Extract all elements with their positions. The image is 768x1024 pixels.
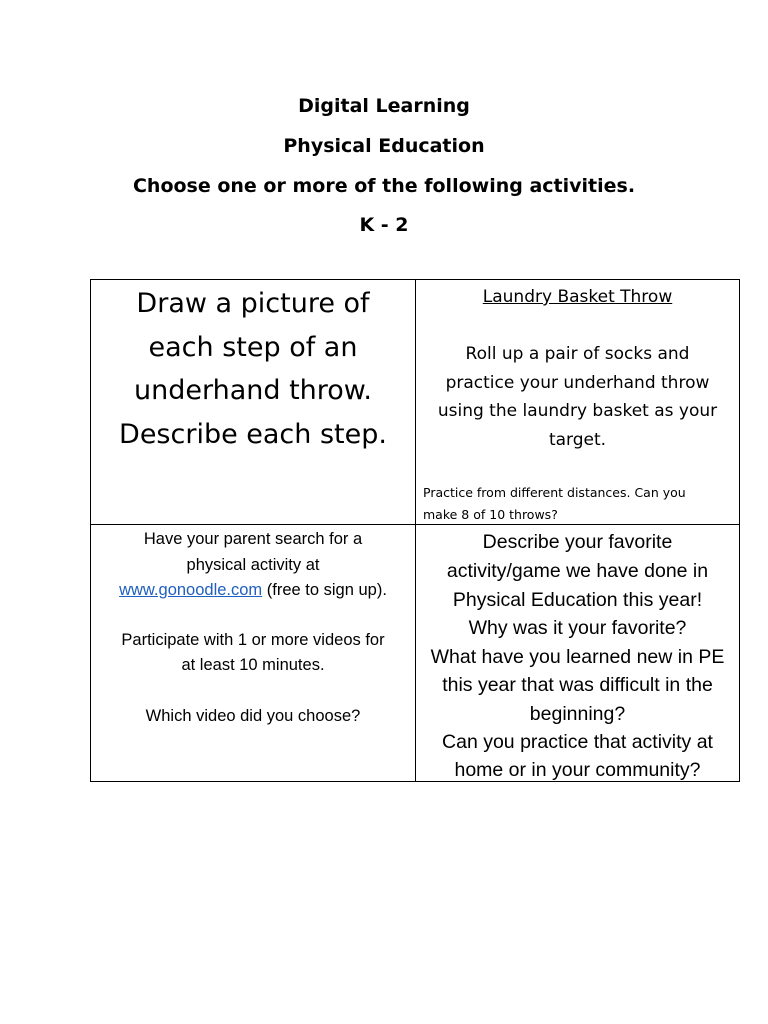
draw-throw-line-2: each step of an xyxy=(148,332,358,363)
favorite-line-9: home or in your community? xyxy=(454,759,701,781)
activity-cell-draw-throw xyxy=(91,280,415,524)
title-digital-learning: Digital Learning xyxy=(298,95,470,117)
activity-cell-favorite xyxy=(416,525,739,781)
gonoodle-line-5: at least 10 minutes. xyxy=(181,656,325,674)
draw-throw-line-1: Draw a picture of xyxy=(136,288,370,319)
favorite-line-6: this year that was difficult in the xyxy=(442,674,713,696)
laundry-basket-line-4: target. xyxy=(548,430,607,450)
draw-throw-line-3: underhand throw. xyxy=(133,375,372,406)
instructions-text: Choose one or more of the following activities. xyxy=(132,175,636,197)
activity-cell-gonoodle xyxy=(91,525,415,781)
laundry-basket-note-2: make 8 of 10 throws? xyxy=(423,507,558,522)
favorite-line-7: beginning? xyxy=(529,703,626,725)
grade-level: K - 2 xyxy=(359,214,409,236)
gonoodle-line-6: Which video did you choose? xyxy=(145,707,361,725)
laundry-basket-note-1: Practice from different distances. Can you xyxy=(423,485,686,500)
favorite-line-5: What have you learned new in PE xyxy=(430,646,725,668)
favorite-line-3: Physical Education this year! xyxy=(452,589,703,611)
gonoodle-line-3 xyxy=(91,579,415,601)
laundry-basket-title: Laundry Basket Throw xyxy=(482,287,673,307)
favorite-line-2: activity/game we have done in xyxy=(446,560,709,582)
activity-cell-laundry-basket xyxy=(416,280,739,524)
gonoodle-line-2: physical activity at xyxy=(186,556,320,574)
gonoodle-link-suffix: (free to sign up). xyxy=(262,581,387,599)
laundry-basket-line-3: using the laundry basket as your xyxy=(437,401,718,421)
laundry-basket-line-1: Roll up a pair of socks and xyxy=(465,344,690,364)
draw-throw-line-4: Describe each step. xyxy=(119,419,387,450)
favorite-line-8: Can you practice that activity at xyxy=(442,731,713,753)
activity-grid xyxy=(90,279,740,782)
gonoodle-line-1: Have your parent search for a xyxy=(143,530,363,548)
gonoodle-link[interactable]: www.gonoodle.com xyxy=(119,581,263,599)
favorite-line-4: Why was it your favorite? xyxy=(468,617,687,639)
gonoodle-line-4: Participate with 1 or more videos for xyxy=(121,631,385,649)
title-physical-education: Physical Education xyxy=(283,135,485,157)
laundry-basket-line-2: practice your underhand throw xyxy=(445,373,710,393)
favorite-line-1: Describe your favorite xyxy=(482,531,673,553)
